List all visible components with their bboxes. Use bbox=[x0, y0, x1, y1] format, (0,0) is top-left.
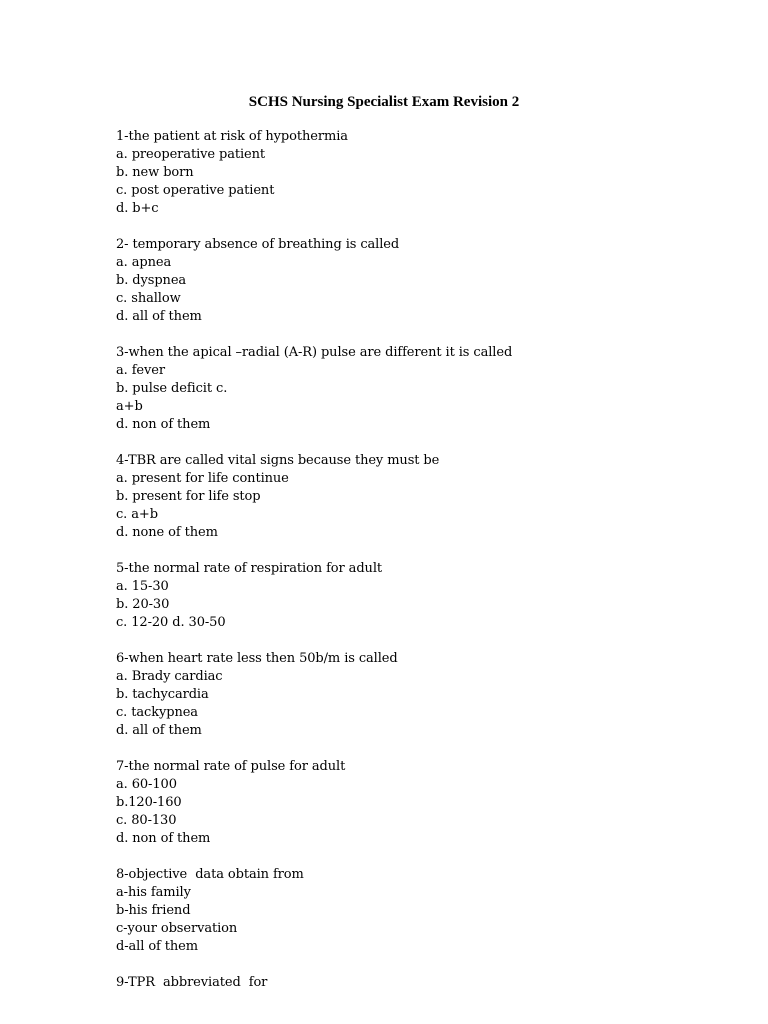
answer-option: c-your observation bbox=[116, 921, 238, 936]
answer-option: a. present for life continue bbox=[116, 471, 289, 486]
question-7 bbox=[116, 758, 716, 848]
answer-option: a. 60-100 bbox=[116, 777, 177, 792]
answer-option: c. shallow bbox=[116, 291, 181, 306]
question-stem: 6-when heart rate less then 50b/m is called bbox=[116, 651, 398, 666]
answer-option: d. all of them bbox=[116, 723, 202, 738]
question-3 bbox=[116, 344, 716, 434]
question-stem: 1-the patient at risk of hypothermia bbox=[116, 129, 348, 144]
question-stem: 7-the normal rate of pulse for adult bbox=[116, 759, 346, 774]
answer-option: d. none of them bbox=[116, 525, 218, 540]
answer-option: c. tackypnea bbox=[116, 705, 198, 720]
answer-option: b. pulse deficit c. bbox=[116, 381, 228, 396]
question-stem: 4-TBR are called vital signs because they must be bbox=[116, 453, 440, 468]
document-title: SCHS Nursing Specialist Exam Revision 2 bbox=[248, 94, 520, 110]
answer-option: a. 15-30 bbox=[116, 579, 169, 594]
question-stem: 5-the normal rate of respiration for adult bbox=[116, 561, 383, 576]
question-9 bbox=[116, 974, 716, 992]
question-stem: 3-when the apical –radial (A-R) pulse are different it is called bbox=[116, 345, 513, 360]
question-6 bbox=[116, 650, 716, 740]
answer-option: d. all of them bbox=[116, 309, 202, 324]
question-stem: 2- temporary absence of breathing is called bbox=[116, 237, 400, 252]
question-5 bbox=[116, 560, 716, 632]
answer-option: b-his friend bbox=[116, 903, 191, 918]
answer-option: a. Brady cardiac bbox=[116, 669, 223, 684]
question-stem: 8-objective data obtain from bbox=[116, 867, 304, 882]
question-4 bbox=[116, 452, 716, 542]
answer-option: c. a+b bbox=[116, 507, 158, 522]
answer-option: a. apnea bbox=[116, 255, 172, 270]
answer-option: a-his family bbox=[116, 885, 191, 900]
answer-option: b. 20-30 bbox=[116, 597, 170, 612]
answer-option: d. non of them bbox=[116, 831, 211, 846]
answer-option: d-all of them bbox=[116, 939, 199, 954]
answer-option: b. dyspnea bbox=[116, 273, 187, 288]
answer-option: c. post operative patient bbox=[116, 183, 275, 198]
answer-option: d. b+c bbox=[116, 201, 159, 216]
answer-option: b. present for life stop bbox=[116, 489, 261, 504]
question-stem: 9-TPR abbreviated for bbox=[116, 975, 268, 990]
question-1 bbox=[116, 128, 716, 218]
question-list bbox=[116, 128, 716, 1010]
answer-option: c. 12-20 d. 30-50 bbox=[116, 615, 226, 630]
answer-option: a+b bbox=[116, 399, 143, 414]
answer-option: a. fever bbox=[116, 363, 165, 378]
answer-option: b.120-160 bbox=[116, 795, 182, 810]
answer-option: c. 80-130 bbox=[116, 813, 177, 828]
answer-option: b. new born bbox=[116, 165, 194, 180]
question-8 bbox=[116, 866, 716, 956]
answer-option: a. preoperative patient bbox=[116, 147, 266, 162]
question-2 bbox=[116, 236, 716, 326]
answer-option: d. non of them bbox=[116, 417, 211, 432]
answer-option: b. tachycardia bbox=[116, 687, 209, 702]
